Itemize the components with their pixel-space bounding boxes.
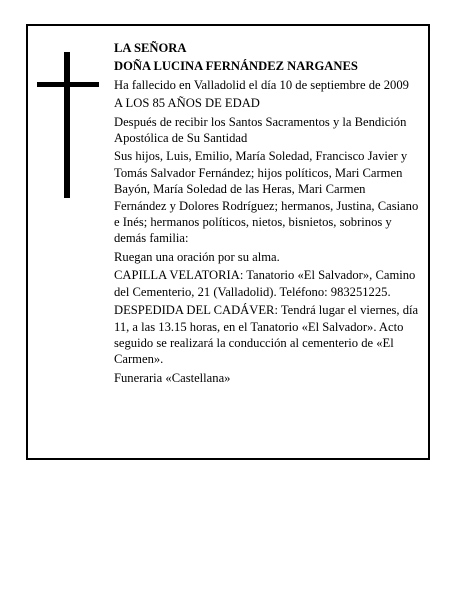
obituary-title: LA SEÑORA (114, 41, 187, 55)
cross-horizontal-bar (37, 82, 99, 87)
sacraments-line: Después de recibir los Santos Sacramentos y la Bendición Apostólica de Su Santidad (114, 114, 407, 146)
death-notice: Ha fallecido en Valladolid el día 10 de septiembre de 2009 (114, 77, 409, 92)
farewell-info: DESPEDIDA DEL CADÁVER: Tendrá lugar el viernes, día 11, a las 13.15 horas, en el Tanatorio «El Salvador». Acto seguido se realizará la conducción al cementerio de «El Carmen». (114, 303, 419, 367)
family-list: Sus hijos, Luis, Emilio, María Soledad, Francisco Javier y Tomás Salvador Fernández; hijos políticos, Mari Carmen Bayón, María Soledad de las Heras, Mari Carmen Fernández y Dolores Rodríguez; hermanos, Justina, Casiano e Inés; hermanos políticos, nietos, bisnietos, sobrinos y demás familia: (114, 149, 419, 246)
wake-info: CAPILLA VELATORIA: Tanatorio «El Salvador», Camino del Cementerio, 21 (Valladolid). Teléfono: 983251225. (114, 268, 416, 299)
funeral-home: Funeraria «Castellana» (114, 370, 231, 385)
obituary-text (114, 40, 420, 388)
prayer-request: Ruegan una oración por su alma. (114, 249, 280, 264)
cross-vertical-bar (64, 52, 70, 198)
deceased-name: DOÑA LUCINA FERNÁNDEZ NARGANES (114, 59, 358, 74)
latin-cross-icon (37, 52, 99, 198)
age-line: A LOS 85 AÑOS DE EDAD (114, 96, 260, 111)
